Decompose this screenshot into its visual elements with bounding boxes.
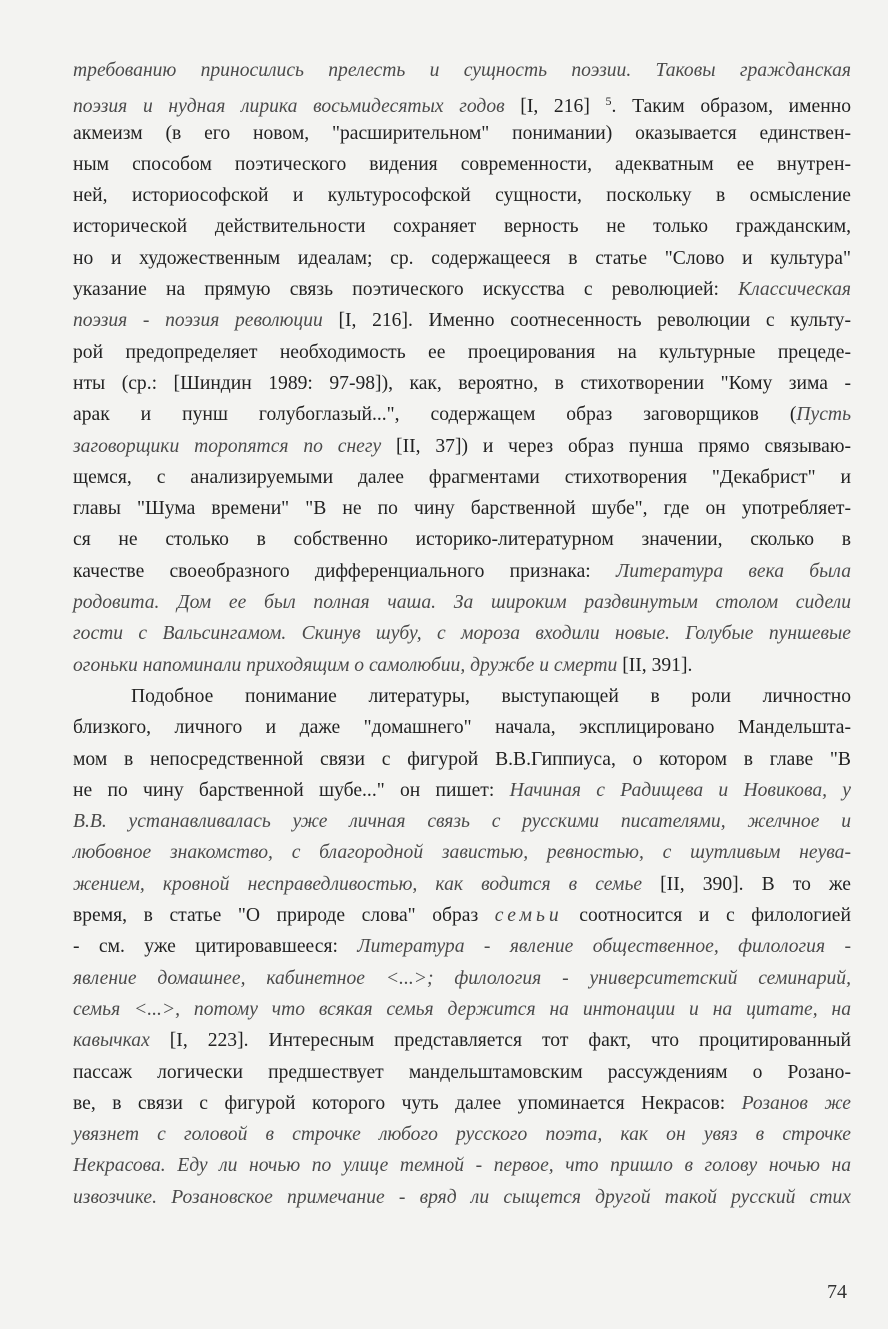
text-line (73, 1119, 851, 1150)
text-line (73, 587, 851, 618)
text-line (73, 806, 851, 837)
text-segment: ней, историософской и культурософской сущности, поскольку в осмысление (73, 185, 851, 207)
text-segment: щемся, с анализируемыми далее фрагментами стихотворения "Декабрист" и (73, 466, 851, 488)
text-segment: исторической действительности сохраняет верность не только гражданским, (73, 216, 851, 238)
text-segment: главы "Шума времени" "В не по чину барственной шубе", где он употребляет- (73, 498, 851, 520)
italic-quote-segment: увязнет с головой в строчке любого русского поэта, как он увяз в строчке (73, 1124, 851, 1146)
text-segment: мом в непосредственной связи с фигурой В.В.Гиппиуса, о котором в главе "В (73, 748, 851, 770)
italic-quote-segment: извозчике. Розановское примечание - вряд ли сыщется другой такой русский стих (73, 1186, 851, 1208)
text-line (73, 149, 851, 180)
text-line (73, 837, 851, 868)
italic-quote-segment: Розанов же (741, 1092, 851, 1114)
italic-quote-segment: Начиная с Радищева и Новикова, у (509, 779, 851, 801)
italic-quote-segment: требованию приносились прелесть и сущность поэзии. Таковы гражданская (73, 60, 851, 81)
italic-quote-segment: родовита. Дом ее был полная чаша. За широким раздвинутым столом сидели (73, 592, 851, 614)
text-line (73, 869, 851, 900)
text-line (73, 305, 851, 336)
text-line (73, 963, 851, 994)
text-segment: [II, 37]) и через образ пунша прямо связываю- (381, 435, 851, 457)
text-line (73, 274, 851, 305)
italic-quote-segment: поэзия и нудная лирика восьмидесятых годов (73, 96, 505, 118)
text-line (73, 994, 851, 1025)
text-line (73, 524, 851, 555)
italic-quote-segment: кавычках (73, 1030, 150, 1052)
text-line (73, 556, 851, 587)
text-segment: Подобное понимание литературы, выступающей в роли личностно (131, 685, 851, 707)
italic-quote-segment: любовное знакомство, с благородной завистью, ревностью, с шутливым неува- (73, 842, 851, 864)
text-segment: нты (ср.: [Шиндин 1989: 97-98]), как, вероятно, в стихотворении "Кому зима - (73, 372, 851, 394)
text-segment: ным способом поэтического видения современности, адекватным ее внутрен- (73, 153, 851, 175)
text-line (73, 712, 851, 743)
italic-quote-segment: поэзия - поэзия революции (73, 310, 323, 332)
text-segment: [II, 391]. (617, 654, 693, 676)
spaced-emphasis: семьи (494, 905, 563, 927)
italic-quote-segment: гости с Вальсингамом. Скинув шубу, с мороза входили новые. Голубые пуншевые (73, 623, 851, 645)
text-segment: [I, 223]. Интересным представляется тот факт, что процитированный (149, 1030, 851, 1052)
text-line (73, 118, 851, 149)
text-segment: указание на прямую связь поэтического искусства с революцией: (73, 279, 739, 301)
text-line (73, 243, 851, 274)
text-line (73, 775, 851, 806)
text-segment: но и художественным идеалам; ср. содержащееся в статье "Слово и культура" (73, 247, 851, 269)
text-line (73, 1025, 851, 1056)
text-segment: рой предопределяет необходимость ее проецирования на культурные прецеде- (73, 341, 851, 363)
text-segment: - см. уже цитировавшееся: (73, 936, 358, 958)
text-line (73, 1150, 851, 1181)
italic-quote-segment: Некрасова. Еду ли ночью по улице темной - первое, что пришло в голову ночью на (73, 1155, 851, 1177)
text-segment: время, в статье "О природе слова" образ (73, 905, 495, 927)
text-segment: [I, 216] (504, 96, 606, 118)
footnote-marker: 5 (605, 94, 612, 109)
text-segment: ся не столько в собственно историко-литературном значении, сколько в (73, 529, 851, 551)
text-segment: не по чину барственной шубе..." он пишет: (73, 779, 510, 801)
text-line (73, 650, 851, 681)
text-line (73, 1057, 851, 1088)
italic-quote-segment: Литература - явление общественное, филология - (357, 936, 851, 958)
body-text (73, 55, 851, 1213)
italic-quote-segment: явление домашнее, кабинетное <...>; филология - университетский семинарий, (73, 967, 851, 989)
italic-quote-segment: семья <...>, потому что всякая семья держится на интонации и на цитате, на (73, 998, 851, 1020)
text-segment: акмеизм (в его новом, "расширительном" понимании) оказывается единствен- (73, 122, 851, 144)
text-line (73, 618, 851, 649)
text-segment: пассаж логически предшествует мандельштамовским рассуждениям о Розано- (73, 1061, 851, 1083)
text-line (73, 337, 851, 368)
italic-quote-segment: огоньки напоминали приходящим о самолюбии, дружбе и смерти (73, 654, 618, 676)
text-segment: [II, 390]. В то же (642, 873, 851, 895)
text-line (73, 368, 851, 399)
italic-quote-segment: В.В. устанавливалась уже личная связь с русскими писателями, желчное и (73, 811, 851, 833)
text-segment: ве, в связи с фигурой которого чуть далее упоминается Некрасов: (73, 1092, 742, 1114)
text-line (73, 744, 851, 775)
text-segment: качестве своеобразного дифференциального признака: (73, 560, 616, 582)
text-segment: близкого, личного и даже "домашнего" начала, эксплицировано Мандельшта- (73, 717, 851, 739)
text-line (73, 399, 851, 430)
text-line (73, 211, 851, 242)
text-line (73, 462, 851, 493)
page-number: 74 (827, 1281, 847, 1303)
text-segment: . Таким образом, именно (611, 96, 851, 118)
text-segment: соотносится и с филологией (562, 905, 851, 927)
text-line (73, 900, 851, 931)
text-line (73, 681, 851, 712)
italic-quote-segment: Пусть (796, 404, 851, 426)
text-line (73, 180, 851, 211)
italic-quote-segment: Литература века была (615, 560, 851, 582)
text-line (73, 493, 851, 524)
italic-quote-segment: жением, кровной несправедливостью, как водится в семье (73, 873, 643, 895)
text-line (73, 931, 851, 962)
text-line (73, 86, 851, 117)
text-line (73, 431, 851, 462)
text-segment: арак и пунш голубоглазый...", содержащем образ заговорщиков ( (73, 404, 797, 426)
text-line (73, 55, 851, 86)
text-segment: [I, 216]. Именно соотнесенность революции с культу- (322, 310, 851, 332)
italic-quote-segment: Классическая (738, 279, 851, 301)
text-line (73, 1182, 851, 1213)
text-line (73, 1088, 851, 1119)
italic-quote-segment: заговорщики торопятся по снегу (73, 435, 382, 457)
